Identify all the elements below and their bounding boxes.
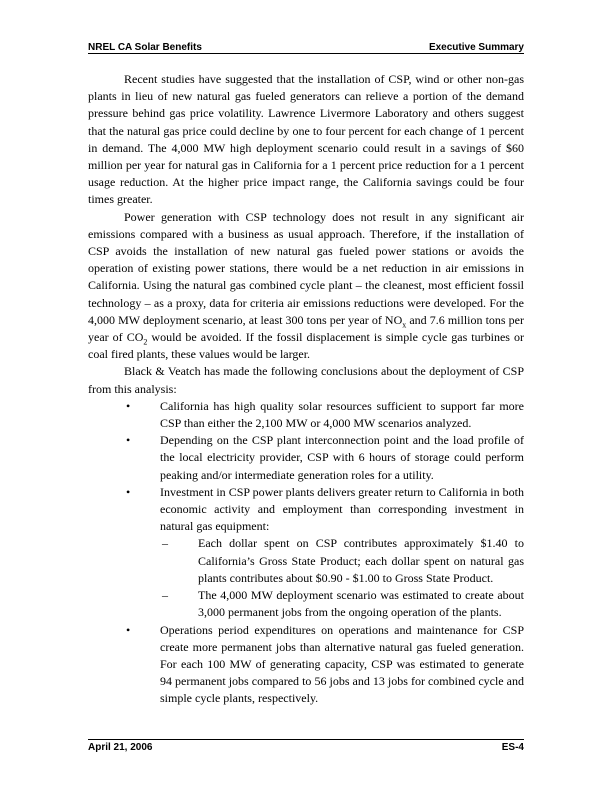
list-item — [88, 432, 524, 484]
running-footer — [88, 742, 524, 753]
header-section: Executive Summary — [428, 42, 524, 53]
paragraph-air-emissions — [88, 209, 524, 364]
bullet-text: Depending on the CSP plant interconnection point and the load profile of the local electricity provider, CSP with 6 hours of storage could perform peaking and/or intermediate generation roles for a utility. — [160, 433, 524, 482]
bullet-text: Investment in CSP power plants delivers greater return to California in both economic activity and employment than corresponding investment in natural gas equipment: — [160, 484, 524, 534]
bullet-text: Operations period expenditures on operations and maintenance for CSP create more permanent jobs than alternative natural gas fueled generation. For each 100 MW of generating capacity, CSP was estimated to generate 94 permanent jobs compared to 56 jobs and 13 jobs for combined cycle and simple cycle plants, respectively. — [160, 622, 524, 706]
footer-date: April 21, 2006 — [88, 742, 153, 753]
list-item — [88, 484, 524, 622]
dash-marker: – — [162, 588, 168, 603]
sublist-item — [160, 587, 524, 621]
body-text — [88, 71, 524, 708]
header-title: NREL CA Solar Benefits — [88, 42, 202, 53]
sublist-text: Each dollar spent on CSP contributes approximately $1.40 to California’s Gross State Product; each dollar spent on natural gas plants contributes about $0.90 - $1.00 to Gross State Product. — [198, 536, 524, 585]
emissions-text-a: Power generation with CSP technology does not result in any significant air emissions compared with a business as usual approach. Therefore, if the installation of CSP avoids the installation of new natural gas fueled power stations or avoids the operation of existing power stations, there would be a net reduction in air emissions in California. Using the natural gas combined cycle plant – the cleanest, most efficient fossil technology – as a proxy, data for criteria air emissions reductions were developed. For the 4,000 MW deployment scenario, at least 300 tons per year of NO — [88, 209, 524, 327]
bullet-marker: • — [126, 433, 131, 448]
running-header — [88, 37, 524, 53]
header-rule — [88, 53, 524, 54]
sublist-item — [160, 535, 524, 587]
bullet-marker: • — [126, 398, 131, 413]
footer-rule — [88, 739, 524, 740]
emissions-text-c: would be avoided. If the fossil displacement is simple cycle gas turbines or coal fired plants, these values would be larger. — [88, 330, 524, 362]
bullet-text: California has high quality solar resources sufficient to support far more CSP than either the 2,100 MW or 4,000 MW scenarios analyzed. — [160, 398, 524, 431]
dash-marker: – — [162, 536, 168, 551]
investment-sublist — [160, 535, 524, 621]
page-number: ES-4 — [501, 742, 524, 753]
list-item — [88, 398, 524, 432]
bullet-marker: • — [126, 622, 131, 637]
bullet-marker: • — [126, 484, 131, 499]
sublist-text: The 4,000 MW deployment scenario was estimated to create about 3,000 permanent jobs from the ongoing operation of the plants. — [198, 588, 524, 620]
conclusions-list — [88, 398, 524, 708]
emissions-text-b: and 7.6 million tons per year of CO — [88, 312, 524, 345]
paragraph-conclusions-intro: Black & Veatch has made the following conclusions about the deployment of CSP from this analysis: — [88, 364, 524, 396]
nox-subscript: x — [402, 320, 407, 330]
paragraph-gas-price: Recent studies have suggested that the installation of CSP, wind or other non-gas plants in lieu of new natural gas fueled generators can relieve a portion of the demand pressure behind gas price volatility. Lawrence Livermore Laboratory and others suggest that the natural gas price could decline by one to four percent for each change of 1 percent in demand. The 4,000 MW high deployment scenario could result in a savings of $60 million per year for natural gas in California for a 1 percent price reduction for a 1 percent usage reduction. At the higher price impact range, the California savings could be four times greater. — [88, 72, 524, 207]
list-item — [88, 622, 524, 708]
co2-subscript: 2 — [143, 337, 148, 347]
